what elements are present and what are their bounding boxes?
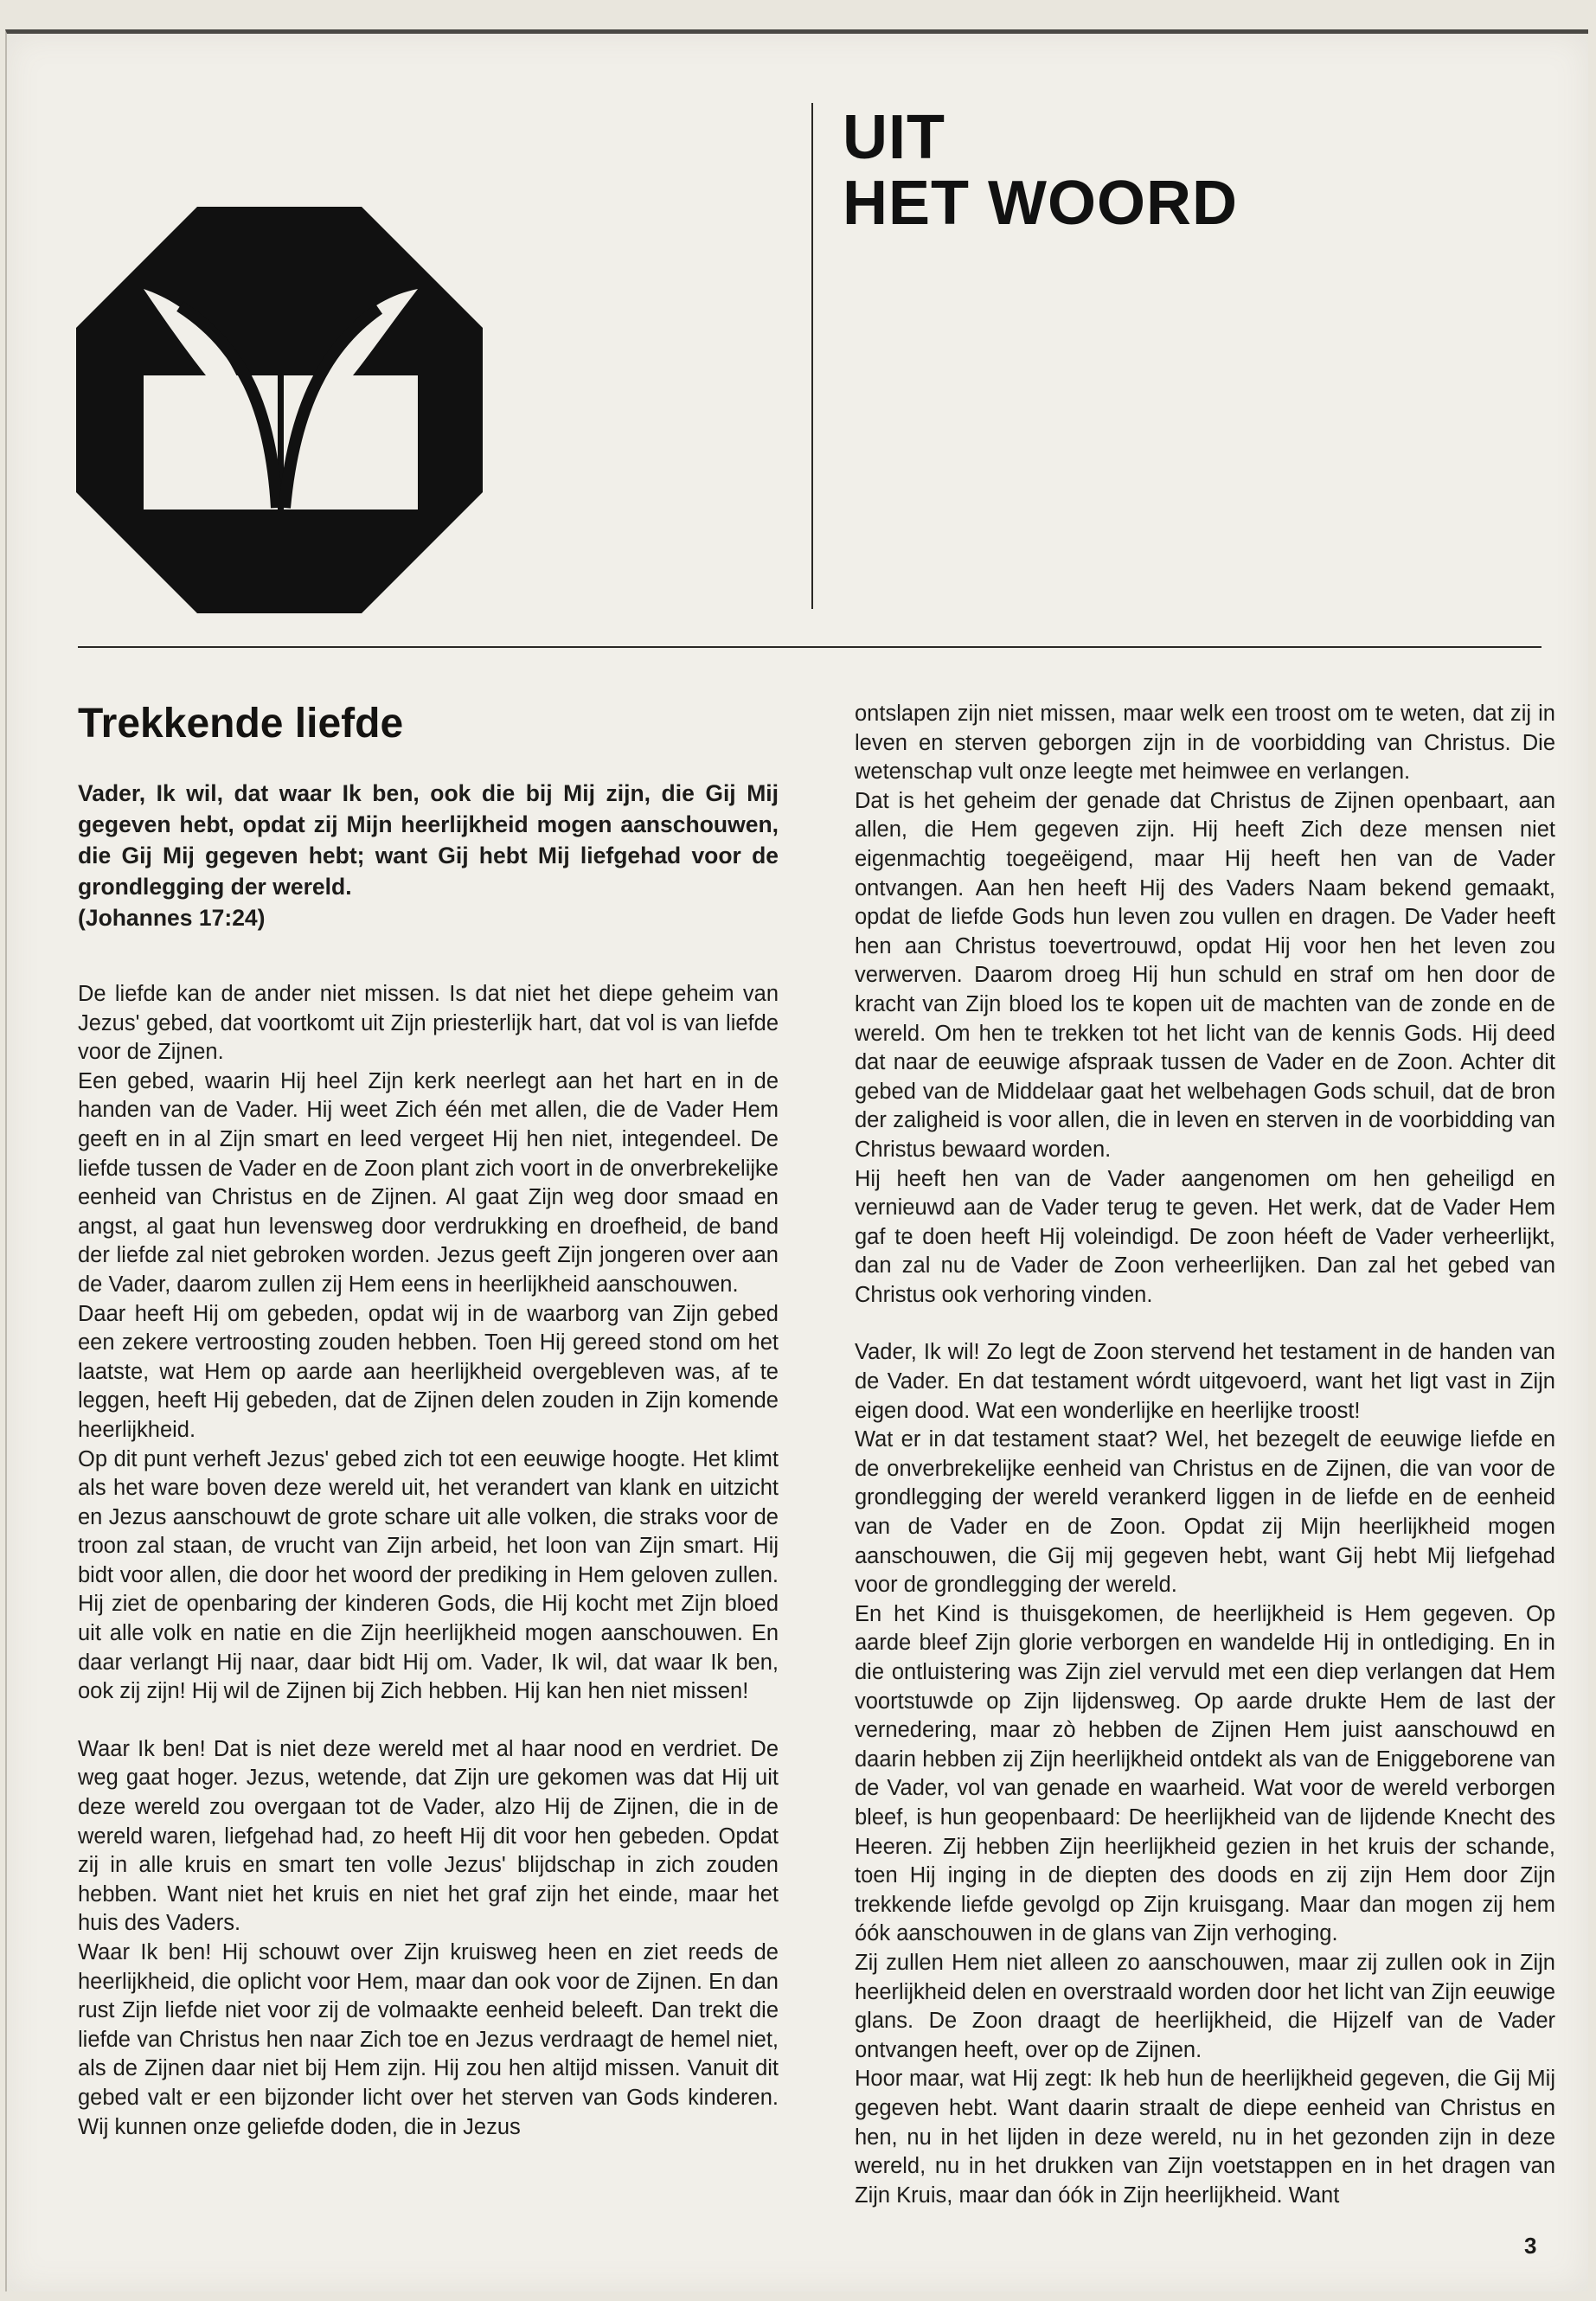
paragraph: Een gebed, waarin Hij heel Zijn kerk neerlegt aan het hart en in de handen van de Vader. Hij weet Zich één met allen, die de Vader Hem geeft en in al Zijn smart en leed vergeet Hij hen niet, integendeel. De liefde tussen de Vader en de Zoon plant zich voort in de onverbrekelijke eenheid van Christus en de Zijnen. Al gaat Zijn weg door smaad en angst, al gaat hun levensweg door verdrukking en droefheid, de band der liefde zal niet gebroken worden. Jezus geeft Zijn jongeren over aan de Vader, daarom zullen zij Hem eens in heerlijkheid aanschouwen. <box>78 1068 779 1297</box>
paragraph: Waar Ik ben! Hij schouwt over Zijn kruisweg heen en ziet reeds de heerlijkheid, die oplicht voor Hem, maar dan ook voor de Zijnen. En dan rust Zijn liefde niet voor zij de volmaakte eenheid beleeft. Dan trekt die liefde van Christus hen naar Zich toe en Jezus verdraagt de hemel niet, als de Zijnen daar niet bij Hem zijn. Hij zou hen altijd missen. Vanuit dit gebed valt er een bijzonder licht over het sterven van Gods kinderen. Wij kunnen onze geliefde doden, die in Jezus <box>78 1940 779 2139</box>
lead-quote: Vader, Ik wil, dat waar Ik ben, ook die bij Mij zijn, die Gij Mij gegeven hebt, opdat zij Mijn heerlijkheid mogen aanschouwen, die Gij Mij gegeven hebt; want Gij hebt Mij liefgehad voor de grondlegging der wereld. <box>78 780 779 900</box>
header-divider <box>811 103 813 609</box>
magazine-page <box>5 29 1588 2291</box>
paragraph: ontslapen zijn niet missen, maar welk een troost om te weten, dat zij in leven en sterven geborgen zijn in de voorbidding van Christus. Die wetenschap vult onze leegte met heimwee en verlangen. <box>855 702 1555 785</box>
paragraph: Wat er in dat testament staat? Wel, het bezegelt de eeuwige liefde en de onverbrekelijke eenheid van Christus en de Zijnen, die van voor de grondlegging der wereld verankerd liggen in de liefde en de eenheid van de Vader en de Zoon. Opdat zij Mijn heerlijkheid mogen aanschouwen, die Gij mij gegeven hebt, want Gij hebt Mij liefgehad voor de grondlegging der wereld. <box>855 1427 1555 1598</box>
paragraph: En het Kind is thuisgekomen, de heerlijkheid is Hem gegeven. Op aarde bleef Zijn glorie verborgen en wandelde Hij in ontlediging. En in die ontluistering was Zijn ziel vervuld met een diep verlangen dat Hem voortstuwde op Zijn lijdensweg. Op aarde drukte Hem de last der vernedering, maar zò hebben de Zijnen Hem juist aanschouwd en daarin hebben zij Zijn heerlijkheid ontdekt als van de Eniggeborene van de Vader, vol van genade en waarheid. Wat voor de wereld verborgen bleef, is hun geopenbaard: De heerlijkheid van de lijdende Knecht des Heeren. Zij hebben Zijn heerlijkheid gezien in het kruis der schande, toen Hij inging in de diepten des doods en zij zijn Hem door Zijn trekkende liefde gevolgd op Zijn kruisgang. Maar dan mogen zij hem óók aanschouwen in de glans van Zijn verhoging. <box>855 1601 1555 1946</box>
paragraph: Op dit punt verheft Jezus' gebed zich tot een eeuwige hoogte. Het klimt als het ware boven deze wereld uit, het verandert van klank en uitzicht en Jezus aanschouwt de grote schare uit alle volken, die straks voor de troon zal staan, de vrucht van Zijn arbeid, het loon van Zijn smart. Hij bidt voor allen, die door het woord der prediking in Hem geloven zullen. Hij ziet de openbaring der kinderen Gods, die Hij kocht met Zijn bloed uit alle volk en natie en die Zijn heerlijkheid mogen aanschouwen. En daar verlangt Hij naar, daar bidt Hij om. Vader, Ik wil, dat waar Ik ben, ook zij zijn! Hij wil de Zijnen bij Zich hebben. Hij kan hen niet missen! <box>78 1446 779 1704</box>
paragraph: Vader, Ik wil! Zo legt de Zoon stervend het testament in de handen van de Vader. En dat testament wórdt uitgevoerd, want het ligt vast in Zijn eigen dood. Wat een wonderlijke en heerlijke troost! <box>855 1340 1555 1423</box>
paragraph: Zij zullen Hem niet alleen zo aanschouwen, maar zij zullen ook in Zijn heerlijkheid delen en overstraald worden door het licht van Zijn eeuwige glans. De Zoon draagt de heerlijkheid, die Hijzelf van de Vader ontvangen heeft, over op de Zijnen. <box>855 1950 1555 2062</box>
paragraph: Dat is het geheim der genade dat Christus de Zijnen openbaart, aan allen, die Hem gegeven zijn. Hij heeft Zich deze mensen niet eigenmachtig toegeëigend, maar Hij heeft hen van de Vader ontvangen. Aan hen heeft Hij des Vaders Naam bekend gemaakt, opdat de liefde Gods hun leven zou vullen en dragen. De Vader heeft hen aan Christus toevertrouwd, opdat Hij voor hen het leven zou verwerven. Daarom droeg Hij hun schuld en straf om hen door de kracht van Zijn bloed los te kopen uit de machten van de zonde en de wereld. Om hen te trekken tot het licht van de kennis Gods. Hij deed dat naar de eeuwige afspraak tussen de Vader en de Zoon. Achter dit gebed van de Middelaar gaat het welbehagen Gods schuil, dat de bron der zaligheid is voor allen, die in leven en sterven in de voorbidding van Christus bewaard worden. <box>855 788 1555 1162</box>
open-book-octagon-icon <box>76 207 483 613</box>
section-title-line1: UIT <box>843 103 945 172</box>
page-number: 3 <box>1524 2233 1537 2259</box>
paragraph: Hij heeft hen van de Vader aangenomen om hen geheiligd en vernieuwd aan de Vader terug te geven. Het werk, dat de Vader Hem gaf te doen heeft Hij voleindigd. De zoon héeft de Vader verheerlijkt, dan zal nu de Vader de Zoon verheerlijken. Dan zal het gebed van Christus ook verhoring vinden. <box>855 1166 1555 1307</box>
section-title-line2: HET WOORD <box>843 169 1238 238</box>
section-title <box>843 105 1238 236</box>
paragraph: Daar heeft Hij om gebeden, opdat wij in de waarborg van Zijn gebed een zekere vertroosting zouden hebben. Toen Hij gereed stond om het laatste, wat Hem op aarde aan heerlijkheid overgebleven was, af te leggen, heeft Hij gebeden, dat de Zijnen delen zouden in Zijn komende heerlijkheid. <box>78 1301 779 1442</box>
right-column <box>855 700 1555 2210</box>
paragraph: Hoor maar, wat Hij zegt: Ik heb hun de heerlijkheid gegeven, die Gij Mij gegeven hebt. Want daarin straalt de diepe eenheid van Christus en hen, nu in het lijden in deze wereld, nu in het gezonden zijn in deze wereld, nu in het drukken van Zijn voetstappen en in het dragen van Zijn Kruis, maar dan óók in Zijn heerlijkheid. Want <box>855 2067 1555 2208</box>
scripture-reference: (Johannes 17:24) <box>78 905 266 931</box>
paragraph: De liefde kan de ander niet missen. Is dat niet het diepe geheim van Jezus' gebed, dat voortkomt uit Zijn priesterlijk hart, dat vol is van liefde voor de Zijnen. <box>78 982 779 1065</box>
left-column <box>78 700 779 2142</box>
header-rule <box>78 646 1542 648</box>
paragraph: Waar Ik ben! Dat is niet deze wereld met al haar nood en verdriet. De weg gaat hoger. Jezus, wetende, dat Zijn ure gekomen was dat Hij uit deze wereld zou overgaan tot de Vader, alzo Hij de Zijnen, die in de wereld waren, liefgehad had, zo heeft Hij dit voor hen gebeden. Opdat zij in alle kruis en smart ten volle Jezus' blijdschap in zich zouden hebben. Want niet het kruis en niet het graf zijn het einde, maar het huis des Vaders. <box>78 1736 779 1936</box>
article-title: Trekkende liefde <box>78 701 404 747</box>
